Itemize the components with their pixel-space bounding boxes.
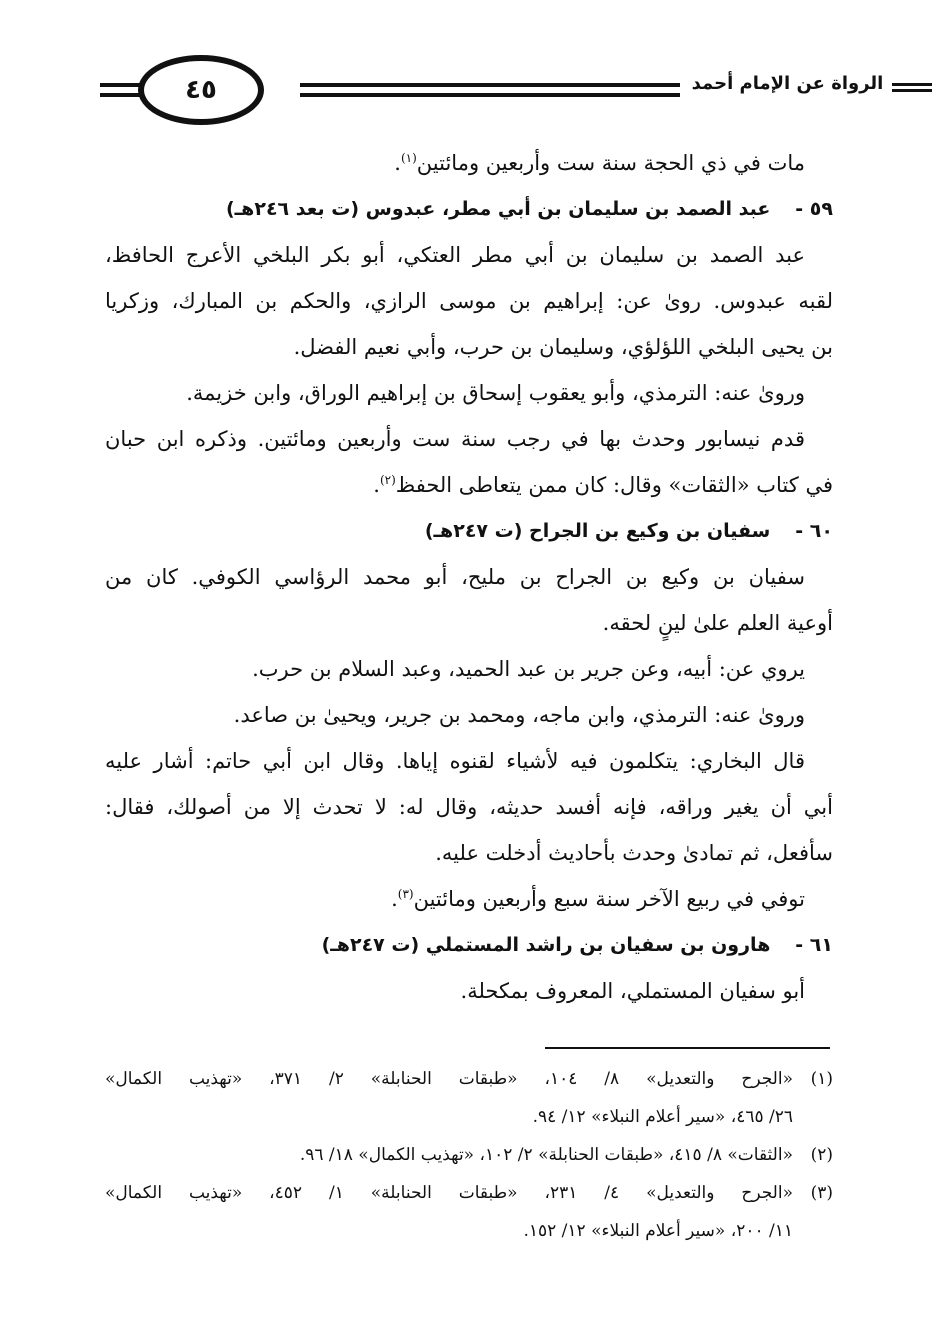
text-span: مات في ذي الحجة سنة ست وأربعين ومائتين	[416, 151, 805, 175]
footnote-text: ٢٦/ ٤٦٥، «سير أعلام النبلاء» ١٢/ ٩٤.	[532, 1107, 793, 1127]
entry-number: ٦٠ -	[795, 520, 833, 542]
running-title: الرواة عن الإمام أحمد	[691, 73, 884, 94]
footnote-2	[105, 1136, 833, 1174]
entry-heading-61	[105, 922, 833, 968]
text-line: قال البخاري: يتكلمون فيه لأشياء لقنوه إياها. وقال ابن أبي حاتم: أشار عليه	[105, 749, 805, 773]
footnote-mark: (٢)	[810, 1145, 833, 1165]
entry-heading-60	[105, 508, 833, 554]
footnote-3	[105, 1174, 833, 1212]
text-span: في كتاب «الثقات» وقال: كان ممن يتعاطى الحفظ	[395, 473, 833, 497]
footnotes	[105, 1060, 833, 1250]
footnote-1-cont	[105, 1098, 833, 1136]
text-span: توفي في ربيع الآخر سنة سبع وأربعين ومائتين	[413, 887, 805, 911]
text-line: يروي عن: أبيه، وعن جرير بن عبد الحميد، وعبد السلام بن حرب.	[252, 657, 805, 681]
entry-number: ٦١ -	[795, 934, 833, 956]
entry-title: عبد الصمد بن سليمان بن أبي مطر، عبدوس (ت بعد ٢٤٦هـ)	[226, 198, 771, 220]
footnote-1	[105, 1060, 833, 1098]
text-line: سفيان بن وكيع بن الجراح بن مليح، أبو محمد الرؤاسي الكوفي. كان من	[105, 565, 805, 589]
main-text	[105, 140, 833, 1014]
entry-number: ٥٩ -	[795, 198, 833, 220]
text-line: أبو سفيان المستملي، المعروف بمكحلة.	[460, 979, 805, 1003]
footnote-text: «الجرح والتعديل» ٤/ ٢٣١، «طبقات الحنابلة» ١/ ٤٥٢، «تهذيب الكمال»	[105, 1183, 793, 1203]
text-line: توفي في ربيع الآخر سنة سبع وأربعين ومائتين$^{(٣)}$.	[391, 887, 805, 911]
footnote-text: «الجرح والتعديل» ٨/ ١٠٤، «طبقات الحنابلة» ٢/ ٣٧١، «تهذيب الكمال»	[105, 1069, 793, 1089]
text-line: قدم نيسابور وحدث بها في رجب سنة ست وأربعين ومائتين. وذكره ابن حبان	[105, 427, 805, 451]
page-number-badge	[138, 55, 264, 125]
footnote-3-cont	[105, 1212, 833, 1250]
text-line: سأفعل، ثم تمادىٰ وحدث بأحاديث أدخلت عليه.	[435, 841, 833, 865]
page-number: ٤٥	[185, 75, 217, 105]
footnote-mark: (١)	[810, 1069, 833, 1089]
footnote-mark: (٣)	[810, 1183, 833, 1203]
entry-title: هارون بن سفيان بن راشد المستملي (ت ٢٤٧هـ)	[321, 934, 771, 956]
header-rule-right	[300, 83, 680, 103]
text-line: لقبه عبدوس. روىٰ عن: إبراهيم بن موسى الرازي، والحكم بن المبارك، وزكريا	[105, 289, 833, 313]
footnote-text: «الثقات» ٨/ ٤١٥، «طبقات الحنابلة» ٢/ ١٠٢، «تهذيب الكمال» ١٨/ ٩٦.	[299, 1145, 793, 1165]
header-rule-end	[892, 83, 932, 95]
footnote-ref[interactable]: (٢)	[379, 473, 396, 487]
footnote-ref[interactable]: (١)	[400, 151, 417, 165]
entry-heading-59	[105, 186, 833, 232]
footnote-ref[interactable]: (٣)	[397, 887, 414, 901]
text-line: أبي أن يغير وراقه، فإنه أفسد حديثه، وقال له: لا تحدث إلا من أصولك، فقال:	[105, 795, 833, 819]
text-line: مات في ذي الحجة سنة ست وأربعين ومائتين$^{(١)}$.	[394, 151, 805, 175]
text-line: في كتاب «الثقات» وقال: كان ممن يتعاطى الحفظ$^{(٢)}$.	[373, 473, 833, 497]
footnote-text: ١١/ ٢٠٠، «سير أعلام النبلاء» ١٢/ ١٥٢.	[523, 1221, 793, 1241]
text-line: أوعية العلم علىٰ لينٍ لحقه.	[602, 611, 833, 635]
footnote-separator	[545, 1047, 830, 1049]
text-line: وروىٰ عنه: الترمذي، وابن ماجه، ومحمد بن جرير، ويحيىٰ بن صاعد.	[233, 703, 805, 727]
text-line: وروىٰ عنه: الترمذي، وأبو يعقوب إسحاق بن إبراهيم الوراق، وابن خزيمة.	[186, 381, 805, 405]
text-line: بن يحيى البلخي اللؤلؤي، وسليمان بن حرب، وأبي نعيم الفضل.	[293, 335, 833, 359]
page-header	[100, 55, 884, 130]
text-line: عبد الصمد بن سليمان بن أبي مطر العتكي، أبو بكر البلخي الأعرج الحافظ،	[105, 243, 805, 267]
entry-title: سفيان بن وكيع بن الجراح (ت ٢٤٧هـ)	[424, 520, 771, 542]
